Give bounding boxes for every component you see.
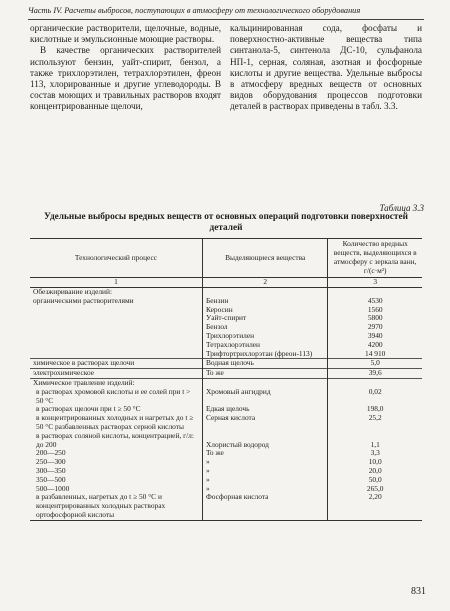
process-cell: Химическое травление изделий: — [30, 378, 202, 387]
table-row — [30, 449, 422, 458]
substance-cell: Уайт-спирит — [202, 314, 327, 323]
table-row — [30, 388, 422, 406]
emissions-table — [30, 238, 422, 521]
process-cell: в растворах щелочи при t ≥ 50 °С — [36, 404, 141, 414]
substance-cell: » — [202, 485, 327, 494]
process-cell: в растворах хромовой кислоты и ее солей при t > 50 °С — [36, 386, 191, 405]
column-header: Количество вредных веществ, выделяющихся в атмосферу с зеркала ванн, г/(с·м²) — [328, 239, 422, 278]
table-row — [30, 476, 422, 485]
process-cell — [30, 306, 202, 315]
substance-cell: Хромовый ангидрид — [202, 388, 327, 406]
amount-cell: 4530 — [328, 297, 422, 306]
amount-cell: 265,0 — [328, 485, 422, 494]
table-row — [30, 458, 422, 467]
process-cell: в растворах соляной кислоты, концентрацией, г/л: — [36, 430, 194, 440]
substance-cell: То же — [202, 449, 327, 458]
substance-cell: Трифтортрихлорэтан (фреон-113) — [202, 350, 327, 359]
amount-cell: 14 910 — [328, 350, 422, 359]
paragraph: кальцинированная сода, фосфаты и поверхностно-активные вещества типа синтанола-5, синтенола ДС-10, сульфанола НП-1, серная, соляная, азотная и фосфорные кислоты и другие вещества. Удельные выбросы в атмосферу вредных веществ от основных видов оборудования процессов подготовки деталей в растворах приведены в табл. 3.3. — [230, 23, 422, 112]
substance-cell: » — [202, 476, 327, 485]
amount-cell: 2,20 — [328, 493, 422, 520]
column-number: 2 — [202, 278, 327, 288]
amount-cell: 39,6 — [328, 369, 422, 379]
table-row — [30, 414, 422, 432]
amount-cell: 4200 — [328, 341, 422, 350]
amount-cell: 5800 — [328, 314, 422, 323]
table-row — [30, 493, 422, 520]
table-header-row — [30, 239, 422, 278]
substance-cell: То же — [202, 369, 327, 379]
process-cell: 250—300 — [36, 457, 66, 467]
substance-cell: Трихлорэтилен — [202, 332, 327, 341]
table-row — [30, 369, 422, 379]
process-cell: 200—250 — [36, 448, 66, 458]
substance-cell: Водная щелочь — [202, 359, 327, 369]
amount-cell: 5,0 — [328, 359, 422, 369]
substance-cell: Бензин — [202, 297, 327, 306]
substance-cell: Хлористый водород — [202, 441, 327, 450]
process-cell: Обезжиривание изделий: — [33, 287, 113, 296]
table-row — [30, 467, 422, 476]
paragraph: В качестве органических растворителей используют бензин, уайт-спирит, бензол, а также трихлорэтилен, тетрахлорэтилен, фреон 113, хлорированные и другие углеводороды. В состав моющих и травильных растворов входят концентрированные щелочи, — [30, 45, 221, 112]
substance-cell: Едкая щелочь — [202, 405, 327, 414]
substance-cell: Керосин — [202, 306, 327, 315]
header-rule — [28, 19, 424, 20]
process-cell: электрохимическое — [30, 369, 202, 379]
process-cell: в концентрированных холодных и нагретых до t ≥ 50 °С разбавленных растворах серной кислоты — [36, 413, 194, 431]
process-cell: химическое в растворах щелочи — [30, 359, 202, 369]
substance-cell: Тетрахлорэтилен — [202, 341, 327, 350]
process-cell: в разбавленных, нагретых до t ≥ 50 °С и концентрированных холодных растворах ортофосфорной кислоты — [30, 493, 202, 520]
amount-cell: 2970 — [328, 323, 422, 332]
table-label: Таблица 3.3 — [379, 203, 424, 213]
column-number-row — [30, 278, 422, 288]
process-cell: до 200 — [36, 439, 57, 449]
amount-cell: 1560 — [328, 306, 422, 315]
substance-cell: Фосфорная кислота — [202, 493, 327, 520]
left-text-column — [30, 23, 221, 113]
substance-cell: » — [202, 467, 327, 476]
process-cell — [30, 341, 202, 350]
amount-cell: 1,1 — [328, 441, 422, 450]
process-cell — [30, 314, 202, 323]
paragraph: органические растворители, щелочные, водные, кислотные и эмульсионные моющие растворы. — [30, 23, 221, 45]
amount-cell: 3940 — [328, 332, 422, 341]
process-cell: 500—1000 — [36, 483, 70, 493]
column-header: Технологический процесс — [30, 239, 202, 278]
column-number: 1 — [30, 278, 202, 288]
process-cell: 350—500 — [36, 474, 66, 484]
right-text-column — [230, 23, 422, 113]
process-cell: органическими растворителями — [33, 295, 134, 305]
page-number: 831 — [411, 586, 426, 597]
amount-cell: 50,0 — [328, 476, 422, 485]
amount-cell: 20,0 — [328, 467, 422, 476]
table-caption: Удельные выбросы вредных веществ от основных операций подготовки поверхностей деталей — [44, 212, 408, 233]
process-cell: 300—350 — [36, 465, 66, 475]
process-cell — [30, 332, 202, 341]
amount-cell: 25,2 — [328, 414, 422, 432]
amount-cell: 198,0 — [328, 405, 422, 414]
column-number: 3 — [328, 278, 422, 288]
running-header: Часть IV. Расчеты выбросов, поступающих в атмосферу от технологического оборудования — [28, 6, 361, 15]
amount-cell: 10,0 — [328, 458, 422, 467]
substance-cell: » — [202, 458, 327, 467]
table-row — [30, 441, 422, 450]
process-cell — [30, 323, 202, 332]
amount-cell: 3,3 — [328, 449, 422, 458]
table-body — [30, 288, 422, 521]
substance-cell: Бензол — [202, 323, 327, 332]
amount-cell: 0,02 — [328, 388, 422, 406]
substance-cell: Серная кислота — [202, 414, 327, 432]
column-header: Выделяющиеся вещества — [202, 239, 327, 278]
